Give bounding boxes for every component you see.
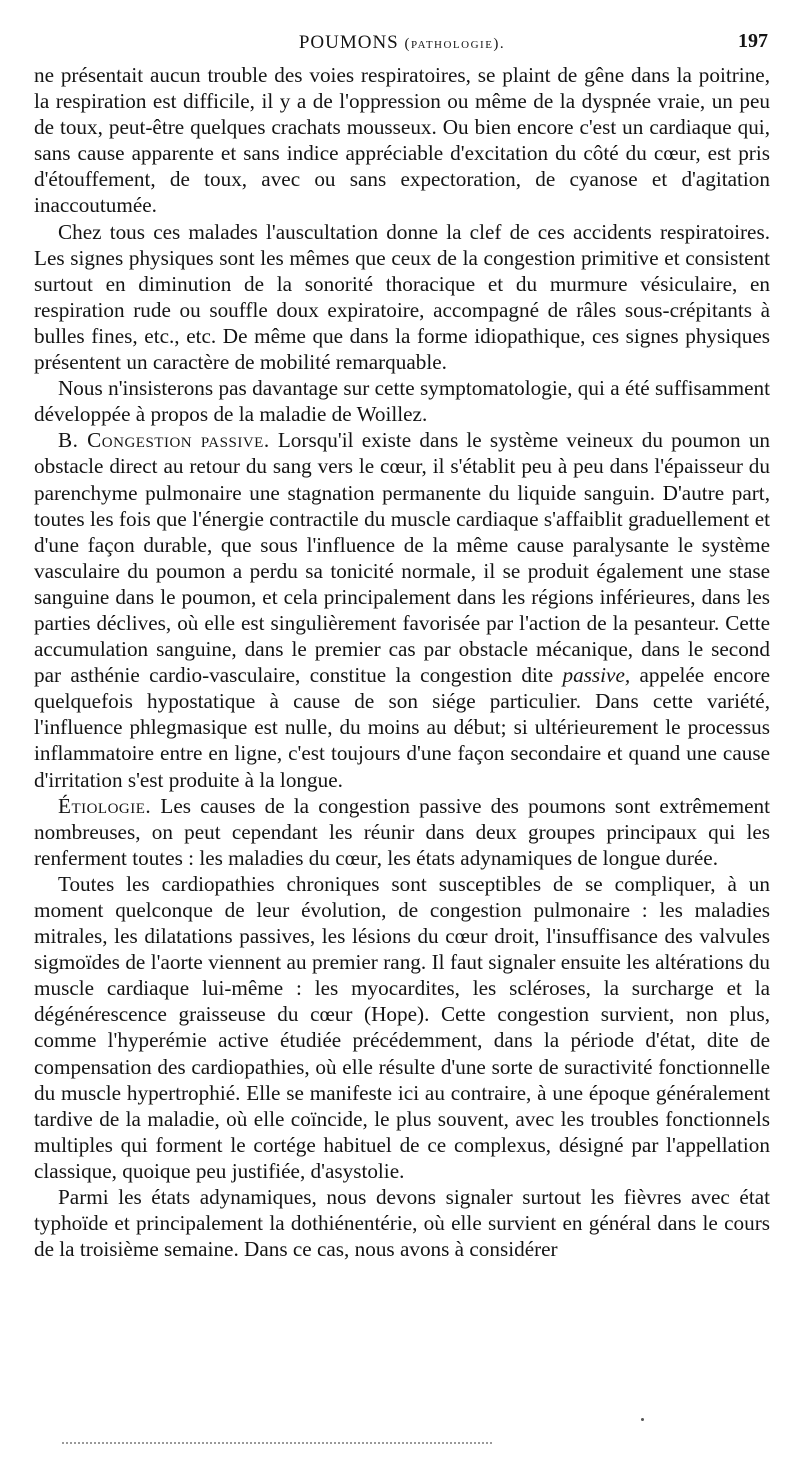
body-text: [34, 62, 770, 1262]
paragraph-3-text: Nous n'insisterons pas davantage sur cette symptomatologie, qui a été suffisamment développée à propos de la maladie de Woillez.: [34, 376, 770, 427]
paragraph-6: [34, 871, 770, 1184]
paragraph-3: [34, 375, 770, 427]
paragraph-5-text: Les causes de la congestion passive des poumons sont extrêmement nombreuses, on peut cependant les réunir dans deux groupes principaux qui les renferment toutes : les maladies du cœur, les états adynamiques de longue durée.: [34, 793, 771, 870]
paragraph-1-text: ne présentait aucun trouble des voies respiratoires, se plaint de gêne dans la poitrine, la respiration est difficile, il y a de l'oppression ou même de la dyspnée vraie, un peu de toux, peut-être quelques crachats mousseux. Ou bien encore c'est un cardiaque qui, sans cause apparente et sans indice appréciable d'excitation du côté du cœur, est pris d'étouffement, de toux, avec ou sans expectoration, de cyanose et d'agitation inaccoutumée.: [34, 63, 770, 218]
section-heading-passive-congestion: B. Congestion passive.: [58, 428, 270, 453]
page-number: 197: [738, 30, 768, 52]
paragraph-2-text: Chez tous ces malades l'auscultation donne la clef de ces accidents respiratoires. Les signes physiques sont les mêmes que ceux de la congestion primitive et consistent surtout en diminution de la sonorité thoracique et du murmure vésiculaire, en respiration rude ou souffle doux expiratoire, accompagné de râles sous-crépitants à bulles fines, etc., etc. De même que dans la forme idiopathique, ces signes physiques présentent un caractère de mobilité remarquable.: [34, 219, 770, 375]
running-header: [34, 26, 770, 62]
emphasis-passive: passive,: [562, 663, 631, 688]
running-title: [34, 32, 770, 54]
paragraph-passive-congestion: [34, 427, 770, 792]
paragraph-etiology: [34, 793, 770, 871]
paragraph-1: [34, 62, 770, 219]
running-title-main: POUMONS: [298, 32, 399, 53]
faint-bleed-through-line: [62, 1442, 492, 1444]
paragraph-2: [34, 219, 770, 376]
paragraph-7-text: Parmi les états adynamiques, nous devons signaler surtout les fièvres avec état typhoïde et principalement la dothiénentérie, où elle survient en général dans le cours de la troisième semaine. Dans ce cas, nous avons à considérer: [34, 1185, 770, 1262]
paragraph-4-text: Lorsqu'il existe dans le système veineux du poumon un obstacle direct au retour du sang vers le cœur, il s'établit peu à peu dans l'épaisseur du parenchyme pulmonaire une stagnation permanente du liquide sanguin. D'autre part, toutes les fois que l'énergie contractile du muscle cardiaque s'affaiblit graduellement et d'une façon durable, que sous l'influence de la même cause paralysante le système vasculaire du poumon a perdu sa tonicité normale, il se produit également une stase sanguine dans le poumon, et cela principalement dans les régions inférieures, dans les parties déclives, où elle est singulièrement favorisée par l'action de la pesanteur. Cette accumulation sanguine, dans le premier cas par obstacle mécanique, dans le second par asthénie cardio-vasculaire, constitue la congestion dite: [34, 428, 771, 688]
paragraph-6-text: Toutes les cardiopathies chroniques sont susceptibles de se compliquer, à un moment quelconque de leur évolution, de congestion pulmonaire : les maladies mitrales, les dilatations passives, les lésions du cœur droit, l'insuffisance des valvules sigmoïdes de l'aorte viennent au premier rang. Il faut signaler ensuite les altérations du muscle cardiaque lui-même : les myocardites, les scléroses, la surcharge et la dégénérescence graisseuse du cœur (Hope). Cette congestion survient, non plus, comme l'hyperémie active étudiée précédemment, dans la période d'état, dite de compensation des cardiopathies, où elle résulte d'une sorte de suractivité fonctionnelle du muscle hypertrophié. Elle se manifeste ici au contraire, à une époque généralement tardive de la maladie, où elle coïncide, le plus souvent, avec les troubles fonctionnels multiples qui forment le cortége habituel de ce complexus, désigné par l'appellation classique, quoique peu justifiée, d'asystolie.: [34, 871, 770, 1183]
book-page: [34, 26, 770, 1262]
paragraph-4-text-after: appelée encore quelquefois hypostatique à cause de son siége particulier. Dans cette variété, l'influence phlegmasique est nulle, du moins au début; si ultérieurement le processus inflammatoire entre en ligne, c'est toujours d'une façon secondaire et quand une cause d'irritation s'est produite à la longue.: [34, 663, 770, 792]
print-speck: [641, 1418, 644, 1421]
running-title-subtitle: (pathologie).: [404, 36, 506, 52]
paragraph-7: [34, 1184, 770, 1262]
section-heading-etiology: Étiologie.: [58, 793, 152, 818]
